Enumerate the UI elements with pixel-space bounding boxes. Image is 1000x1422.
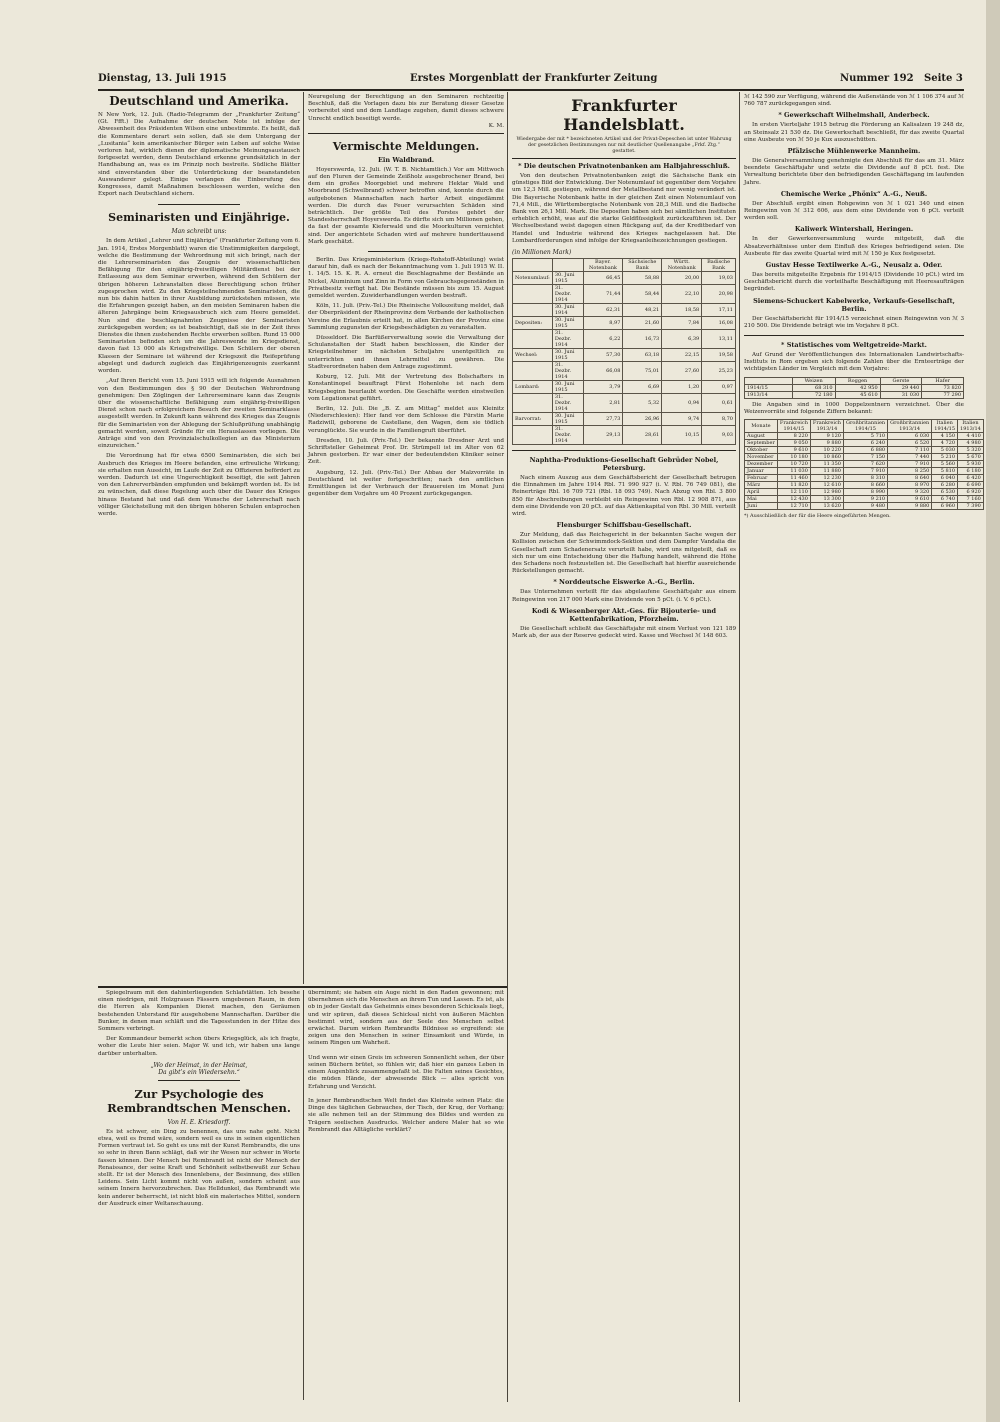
table-cell: 27,73 (583, 413, 623, 426)
table-cell: 11 820 (777, 482, 810, 489)
feuilleton-text-top: Spiegelraum mit den dahinterliegenden Schlafstätten. Ich besehe einen niedrigen, mit Holzgrauen Fässern umgebenen Raum, in dem die Herren als Kompanien Dienst machen, den Geräumen bestehenden Unterstand für ausgehobene Mannschaften. Darüber die Bunker, in denen man schläft und die Tagesstunden in der Hitze des Sommers verbringt. (98, 990, 300, 1033)
table-cell: 13,11 (702, 330, 736, 349)
vorrat-row (745, 447, 984, 454)
notenbank-row (513, 362, 736, 381)
section-title-handelsblatt: Frankfurter Handelsblatt. (563, 96, 685, 134)
table-cell: Barvorrat: (513, 413, 553, 426)
table-cell: Oktober (745, 447, 778, 454)
feuilleton-author: Von H. E. Kriesdorff. (167, 1118, 231, 1126)
table-cell: 5,32 (623, 394, 662, 413)
table-cell: 9,03 (702, 426, 736, 445)
column-2 (308, 92, 504, 984)
table-cell: 6 040 (932, 475, 958, 482)
table-header-cell: Italien 1913/14 (958, 420, 984, 433)
feuilleton-rule (98, 986, 507, 988)
table-cell: 7 150 (843, 454, 887, 461)
notenbank-row (513, 394, 736, 413)
table-cell: 5 930 (958, 461, 984, 468)
table-cell: 7 390 (958, 503, 984, 510)
table-cell: 30. Juni 1915 (552, 317, 583, 330)
table-cell: 10 220 (810, 447, 843, 454)
article-body-privatnotenbanken: Von den deutschen Privatnotenbanken zeigt die Sächsische Bank ein günstiges Bild der Entwicklung. Der Notenumlauf ist gegenüber dem Vorjahre um 12,3 Mill. gestiegen, während der Metallbestand nur wenig verändert ist. Die Bayerische Notenbank hatte in der gleichen Zeit einen Notenumlauf von 71,4 Mill., die Württembergische Notenbank von 28,3 Mill. und die Badische Bank von 26,1 Mill. Mark. Die Depositen haben sich bei sämtlichen Instituten erheblich erhöht, was auf die starke Geldflüssigkeit zurückzuführen ist. Der Wechselbestand weist dagegen einen Rückgang auf, da der Kreditbedarf von Handel und Industrie während des Krieges nachgelassen hat. Die Lombardforderungen sind infolge der Kriegsanleihezeichnungen gestiegen. (512, 173, 736, 244)
table-cell: 11 460 (777, 475, 810, 482)
table-cell: Mai (745, 496, 778, 503)
table-cell: 30. Juni 1914 (552, 304, 583, 317)
article-title-flensburger: Flensburger Schiffsbau-Gesellschaft. (556, 521, 692, 530)
vorrat-row (745, 461, 984, 468)
article-body-weltgetreide-2: Die Angaben sind in 1000 Doppelzentnern verzeichnet. Über die Weizenvorräte sind folgende Ziffern bekannt: (744, 401, 964, 415)
table-cell (513, 330, 553, 349)
table-cell (513, 285, 553, 304)
table-cell: 5 210 (932, 454, 958, 461)
vorrat-row (745, 454, 984, 461)
table-cell: 4 410 (958, 433, 984, 440)
weizen-vorraete-table (744, 419, 984, 510)
table-cell: 5 030 (932, 447, 958, 454)
table-cell: 66,45 (583, 272, 623, 285)
table-cell: 8 990 (843, 489, 887, 496)
table-cell: 5 710 (843, 433, 887, 440)
table-header-cell: Bayer. Notenbank (583, 259, 623, 272)
article-title-muehlenwerke: Pfälzische Mühlenwerke Mannheim. (787, 147, 921, 156)
table-cell: 7 110 (888, 447, 932, 454)
table-header-cell (745, 377, 793, 384)
article-body-textilwerke: Das bereits mitgeteilte Ergebnis für 1914/15 (Dividende 10 pCt.) wird im Geschäftsbericht durch die vorteilhafte Beschäftigung mit Heeresaufträgen begründet. (744, 272, 964, 293)
table-cell: 1913/14 (745, 391, 793, 398)
table-cell: 25,23 (702, 362, 736, 381)
table-cell: 4 720 (932, 440, 958, 447)
reprint-note: Wiedergabe der mit * bezeichneten Artikel und der Privat-Depeschen ist unter Wahrung der gesetzlichen Bestimmungen nur mit deutlicher Quellenangabe „Frkf. Ztg.“ gestattet. (516, 137, 732, 154)
table-header-cell: Hafer (922, 377, 964, 384)
table-cell: 29 440 (880, 384, 922, 391)
table-header-cell: Italien 1914/15 (932, 420, 958, 433)
article-body-siemens: Der Geschäftsbericht für 1914/15 verzeichnet einen Reingewinn von ℳ 3 210 500. Die Dividende beträgt wie im Vorjahre 8 pCt. (744, 315, 964, 329)
table-cell: August (745, 433, 778, 440)
article-body-weltgetreide: Auf Grund der Veröffentlichungen des Internationalen Landwirtschafts-Instituts in Rom ergeben sich folgende Zahlen über die Ernteerträge der wichtigsten Länder im Vergleich mit dem Vorjahre: (744, 352, 964, 373)
table-cell: April (745, 489, 778, 496)
table-cell: 8 660 (843, 482, 887, 489)
column-1 (98, 92, 300, 984)
table-cell: Juni (745, 503, 778, 510)
table-cell: 6 740 (932, 496, 958, 503)
divider (512, 158, 736, 159)
table-header-cell: Württ. Notenbank (662, 259, 702, 272)
article-body-muehlenwerke: Die Generalversammlung genehmigte den Abschluß für das am 31. März beendete Geschäftsjahr und setzte die Dividende auf 8 pCt. fest. Die Verwaltung berichtete über den befriedigenden Geschäftsgang im laufenden Jahre. (744, 158, 964, 186)
table-cell: 6 880 (843, 447, 887, 454)
notenbank-row (513, 426, 736, 445)
article-body-seminaristen-3: Die Verordnung hat für etwa 6500 Seminaristen, die sich bei Ausbruch des Krieges im Heere befanden, eine erfreuliche Wirkung; sie erhalten nun Aussicht, im Laufe der Zeit zu Offizieren befördert zu werden. Dadurch ist eine Ungerechtigkeit beseitigt, die seit Jahren von den Lehrerverbänden empfunden und bekämpft worden ist. Es ist zu wünschen, daß diese Regelung auch über die Dauer des Krieges hinaus Bestand hat und daß dem Wunsche der Lehrerschaft nach völliger Gleichstellung mit den übrigen höheren Schulen entsprochen werde. (98, 453, 300, 517)
table-cell: September (745, 440, 778, 447)
page-edge (986, 0, 1000, 1422)
table-cell: 9 480 (843, 503, 887, 510)
table-cell: 6 530 (932, 489, 958, 496)
page-number: Seite 3 (924, 73, 963, 84)
news-augsburg: Augsburg, 12. Juli. (Priv.-Tel.) Der Abbau der Malzvorräte in Deutschland ist weiter fortgeschritten; nach den amtlichen Ermittlungen ist der Verbrauch der Brauereien im Monat Juni gegenüber dem Vorjahre um 40 Prozent zurückgegangen. (308, 469, 504, 498)
table-cell: 9 120 (810, 433, 843, 440)
table-cell: 6,69 (623, 381, 662, 394)
issue-number: Nummer 192 (840, 73, 914, 84)
table-cell: 12 230 (810, 475, 843, 482)
table-header-cell (552, 259, 583, 272)
feuilleton-title: Zur Psychologie des Rembrandtschen Menschen. (107, 1086, 291, 1115)
feuilleton-column-2 (308, 990, 504, 1400)
table-cell: 6,39 (662, 330, 702, 349)
table-cell: 10 180 (777, 454, 810, 461)
table-cell: Januar (745, 468, 778, 475)
column-3-handelsblatt (512, 92, 736, 1402)
table-cell: 5 810 (932, 468, 958, 475)
table-cell (513, 304, 553, 317)
divider (158, 1080, 240, 1081)
news-berlin-kriegsministerium: Berlin. Das Kriegsministerium (Kriegs-Rohstoff-Abteilung) weist darauf hin, daß es nach der Bekanntmachung vom 1. Juli 1915 W. II. 1. 14/5. 15. K. R. A. erneut die Beschlagnahme der Bestände an Nickel, Aluminium und Zinn in Form von Gebrauchsgegenständen in Privatbesitz verfügt hat. Die Bestände müssen bis zum 15. August gemeldet werden. Zuwiderhandlungen werden bestraft. (308, 257, 504, 300)
table-header-cell: Badische Bank (702, 259, 736, 272)
table-cell: 6 030 (888, 433, 932, 440)
article-end-top: ℳ 142 590 zur Verfügung, während die Außenstände von ℳ 1 106 374 auf ℳ 760 787 zurückgegangen sind. (744, 94, 964, 108)
table-cell: 10,15 (662, 426, 702, 445)
table-cell: 31. Dezbr. 1914 (552, 330, 583, 349)
article-intro: Man schreibt uns: (171, 228, 227, 236)
table-cell: 22,10 (662, 285, 702, 304)
table-cell: 31 030 (880, 391, 922, 398)
feuilleton-text-mid: Der Kommandeur bemerkt schon übers Kriegsglück, als ich fragte, woher die Leute hier seien. Major W. und ich, wir haben uns lange darüber unterhalten. (98, 1036, 300, 1057)
table-header-cell: Frankreich 1914/15 (777, 420, 810, 433)
feuilleton-body-1: Es ist schwer, ein Ding zu benennen, das uns nahe geht. Nicht etwa, weil es fremd wäre, sondern weil es uns in seinen eigentlichen Formen vertraut ist. So geht es uns mit der Kunst Rembrandts, die uns so sehr in ihren Bann schlägt, daß wir ihr Wesen nur schwer in Worte fassen können. Der Mensch bei Rembrandt ist nicht der Mensch der Renaissance, der seine Kraft und Schönheit selbstbewußt zur Schau stellt. Er ist der Mensch des Innenlebens, der Besinnung, des stillen Leidens. Sein Licht kommt nicht von außen, sondern scheint aus seinem Innern hervorzubrechen. Das Helldunkel, das Rembrandt wie kein anderer beherrscht, ist nicht bloß ein malerisches Mittel, sondern der Ausdruck einer Weltanschauung. (98, 1128, 300, 1207)
notenbank-row (513, 285, 736, 304)
article-title-wilhelmshall: * Gewerkschaft Wilhelmshall, Anderbeck. (778, 111, 930, 120)
table-cell: 9 210 (843, 496, 887, 503)
vorrat-row (745, 489, 984, 496)
column-4 (744, 92, 981, 1402)
article-body-nobel: Nach einem Auszug aus dem Geschäftsbericht der Gesellschaft betrugen die Einnahmen im Jahre 1914 Rbl. 71 990 927 (i. V. Rbl. 76 749 081), die Reinerträge Rbl. 16 709 721 (Rbl. 18 093 749). Nach Abzug von Rbl. 3 800 850 für Abschreibungen verbleibt ein Reingewinn von Rbl. 12 908 871, aus dem eine Dividende von 20 pCt. auf das Aktienkapital von Rbl. 30 Mill. verteilt wird. (512, 475, 736, 518)
table-cell: 30. Juni 1915 (552, 381, 583, 394)
table-cell: 4 150 (932, 433, 958, 440)
table-header-cell: Monate (745, 420, 778, 433)
table-cell: 0,97 (702, 381, 736, 394)
table-cell: 8 970 (888, 482, 932, 489)
table-cell: 58,88 (623, 272, 662, 285)
table-cell: 18,58 (662, 304, 702, 317)
table-cell: Notenumlauf: (513, 272, 553, 285)
feuilleton-quote: „Wo der Heimat, in der Heimat, Da gibt’s ein Wiedersehn.“ (150, 1061, 248, 1076)
table-cell: 7,84 (662, 317, 702, 330)
table-header-cell: Roggen (835, 377, 880, 384)
header-rule (98, 89, 964, 91)
table-cell: 1914/15 (745, 384, 793, 391)
table-cell: März (745, 482, 778, 489)
article-title-deutschland-amerika: Deutschland und Amerika. (109, 94, 289, 108)
table-cell: 21,60 (623, 317, 662, 330)
table-cell: 17,11 (702, 304, 736, 317)
table-cell: 72 180 (792, 391, 835, 398)
article-body-deutschland-amerika: N New York, 12. Juli. (Radio-Telegramm der „Frankfurter Zeitung“ (Gt. Ffft.) Die Aufnahme der deutschen Note ist infolge der Abwesenheit des Präsidenten Wilson eine unbestimmte. Es heißt, daß die Kommentare derart sein sollen, daß sie dem Untergang der „Lusitania“ kein amerikanischer Bürger sein Leben auf solche Weise verloren hat, wirklich dienen der diplomatische Meinungsaustausch fortgesetzt werden, denn Deutschland erkenne grundsätzlich in der Handhabung an, was es im Prinzip noch bestreite. Südliche Blätter sind einverstanden über die Unterdrückung der beanstandeten Auswanderer gelegt. Einige verlangen die Einberufung des Kongresses, damit Maßnahmen beschlossen werden, welche den Export nach Deutschland sichern. (98, 112, 300, 198)
article-title-weltgetreide: * Statistisches vom Weltgetreide-Markt. (781, 341, 927, 350)
table-cell: 20,98 (702, 285, 736, 304)
table-cell (513, 426, 553, 445)
table-cell: 30. Juni 1915 (552, 349, 583, 362)
table-cell: 9 880 (810, 440, 843, 447)
table-cell: 7 440 (888, 454, 932, 461)
table-cell: 11 030 (777, 468, 810, 475)
table-cell: 27,60 (662, 362, 702, 381)
table-cell: 77 290 (922, 391, 964, 398)
table-cell: 57,30 (583, 349, 623, 362)
table-header-cell: Sächsische Bank (623, 259, 662, 272)
table-cell: 31. Dezbr. 1914 (552, 362, 583, 381)
table-cell: 9 050 (777, 440, 810, 447)
table-cell: 7 910 (888, 461, 932, 468)
table-cell: 6,22 (583, 330, 623, 349)
table-cell: 31. Dezbr. 1914 (552, 394, 583, 413)
table-cell: 7 160 (958, 496, 984, 503)
table-cell: 12 980 (810, 489, 843, 496)
notenbanken-table (512, 258, 736, 445)
table-cell: 9 880 (888, 503, 932, 510)
table-cell: 12 110 (777, 489, 810, 496)
table-cell: 28,61 (623, 426, 662, 445)
column-rule (303, 990, 304, 1400)
table-cell: November (745, 454, 778, 461)
table-cell: 12 710 (777, 503, 810, 510)
table-cell: 16,08 (702, 317, 736, 330)
table-cell: Depositen: (513, 317, 553, 330)
table-cell: 0,61 (702, 394, 736, 413)
vorrat-row (745, 496, 984, 503)
notenbank-row (513, 330, 736, 349)
table-cell (513, 362, 553, 381)
table-cell: 73 820 (922, 384, 964, 391)
table-header-cell: Gerste (880, 377, 922, 384)
table-cell: 9,74 (662, 413, 702, 426)
column-rule (507, 92, 508, 1402)
notenbank-row (513, 349, 736, 362)
divider (308, 133, 504, 134)
table-header-cell: Weizen (792, 377, 835, 384)
article-title-siemens: Siemens-Schuckert Kabelwerke, Verkaufs-Gesellschaft, Berlin. (753, 296, 955, 313)
article-title-phoenix: Chemische Werke „Phönix“ A.-G., Neuß. (780, 189, 928, 198)
article-body-phoenix: Der Abschluß ergibt einen Rohgewinn von ℳ 1 021 340 und einen Reingewinn von ℳ 312 606, aus dem eine Dividende von 6 pCt. verteilt werden soll. (744, 200, 964, 222)
table-caption: (in Millionen Mark) (512, 249, 572, 257)
article-title-kodi-wiesenberger: Kodi & Wiesenberger Akt.-Ges. für Bijouterie- und Kettenfabrikation, Pforzheim. (531, 606, 717, 623)
article-body-wintershall: In der Gewerkenversammlung wurde mitgeteilt, daß die Absatzverhältnisse unter dem Einfluß des Krieges befriedigend seien. Die Ausbeute für das zweite Quartal wird mit ℳ 150 je Kux festgesetzt. (744, 236, 964, 257)
table-cell: 16,73 (623, 330, 662, 349)
table-cell: 4 980 (958, 440, 984, 447)
table-cell: 5 560 (932, 461, 958, 468)
article-body-wilhelmshall: In ersten Vierteljahr 1915 betrug die Förderung an Kalisalzen 19 248 dz, an Steinsalz 21 530 dz. Die Gewerkschaft beschließt, für das zweite Quartal eine Ausbeute von ℳ 50 je Kux auszuschütten. (744, 122, 964, 143)
article-title-wintershall: Kaliwerk Wintershall, Heringen. (794, 225, 914, 234)
table-cell: 30. Juni 1915 (552, 413, 583, 426)
table-cell: 6 690 (958, 482, 984, 489)
table-footnote: *) Ausschließlich der für die Heere eingeführten Mengen. (744, 513, 891, 520)
article-title-nobel: Naphtha-Produktions-Gesellschaft Gebrüder Nobel, Petersburg. (529, 456, 719, 473)
article-title-textilwerke: Gustav Hesse Textilwerke A.-G., Neusalz a. Oder. (765, 261, 943, 270)
subsection-title-waldbrand: Ein Waldbrand. (377, 155, 435, 164)
news-dresden: Dresden, 10. Juli. (Priv.-Tel.) Der bekannte Dresdner Arzt und Schriftsteller Geheimrat Prof. Dr. Strümpell ist im Alter von 62 Jahren gestorben. Er war einer der bedeutendsten Kliniker seiner Zeit. (308, 437, 504, 466)
article-body-flensburger: Zur Meldung, daß das Reichsgericht in der bekannten Sache wegen der Kollision zwischen der Schwimmdock-Sektion und dem Dampfer Vandalia die Gesellschaft zum Schadenersatz verurteilt habe, wird uns mitgeteilt, daß es sich nur um eine Entscheidung über die Haftung handelt, während die Höhe des Schadens noch festzustellen ist. Die Gesellschaft hat hierfür ausreichende Rückstellungen gemacht. (512, 532, 736, 575)
table-cell: 2,81 (583, 394, 623, 413)
table-cell: 29,13 (583, 426, 623, 445)
table-cell: 13 620 (810, 503, 843, 510)
table-cell: 30. Juni 1915 (552, 272, 583, 285)
article-body-eiswerke: Das Unternehmen verteilt für das abgelaufene Geschäftsjahr aus einem Reingewinn von 217 000 Mark eine Dividende von 5 pCt. (i. V. 6 pCt.). (512, 589, 736, 603)
table-cell: 6 280 (932, 482, 958, 489)
table-cell: 0,94 (662, 394, 702, 413)
table-cell: 8 250 (888, 468, 932, 475)
table-cell: Wechsel: (513, 349, 553, 362)
news-duesseldorf: Düsseldorf. Die Barfüßerverwaltung sowie die Verwaltung der Schulanstalten der Stadt haben beschlossen, die Kinder der Kriegsteilnehmer im nächsten Schuljahre unentgeltlich zu unterrichten und ihnen Lehrmittel zu gewähren. Die Stadtverordneten haben dem Antrage zugestimmt. (308, 335, 504, 370)
table-cell: 11 880 (810, 468, 843, 475)
table-cell: 5 320 (958, 447, 984, 454)
table-header-cell: Großbritannien 1914/15 (843, 420, 887, 433)
ernte-row (745, 391, 964, 398)
table-cell: 6 180 (958, 468, 984, 475)
table-cell: 8,70 (702, 413, 736, 426)
vorrat-row (745, 482, 984, 489)
notenbank-row (513, 272, 736, 285)
notenbank-row (513, 304, 736, 317)
notenbank-row (513, 381, 736, 394)
table-cell: 8,97 (583, 317, 623, 330)
table-cell: 68 310 (792, 384, 835, 391)
article-title-seminaristen: Seminaristen und Einjährige. (108, 211, 290, 225)
table-cell: 42 950 (835, 384, 880, 391)
table-header-cell (513, 259, 553, 272)
table-cell: 9 610 (777, 447, 810, 454)
vorrat-row (745, 468, 984, 475)
issue-date: Dienstag, 13. Juli 1915 (98, 73, 227, 84)
table-cell: 58,44 (623, 285, 662, 304)
table-cell: 45 610 (835, 391, 880, 398)
table-cell: 9 320 (888, 489, 932, 496)
table-cell: 10 720 (777, 461, 810, 468)
vorrat-row (745, 503, 984, 510)
article-title-eiswerke: * Norddeutsche Eiswerke A.-G., Berlin. (553, 578, 695, 587)
table-cell: 6 240 (843, 440, 887, 447)
news-koburg: Koburg, 12. Juli. Mit der Vertretung des Bolschafters in Konstantinopel beauftragt Fürst Hohenlohe ist nach dem Kriegsbeginn beurlaubt worden. Die Geschäfte werden einstweilen vom Legationsrat geführt. (308, 374, 504, 402)
table-cell: 5 670 (958, 454, 984, 461)
section-title-vermischte: Vermischte Meldungen. (332, 139, 480, 153)
table-cell: 19,58 (702, 349, 736, 362)
divider (158, 204, 240, 205)
news-koeln: Köln, 11. Juli. (Priv.-Tel.) Die Rheinische Volkszeitung meldet, daß der Oberpräsident der Rheinprovinz dem Verbande der katholischen Vereine die Erlaubnis erteilt hat, in allen Kirchen der Provinz eine Sammlung zugunsten der Kriegsbeschädigten zu veranstalten. (308, 303, 504, 331)
table-cell: 7 620 (843, 461, 887, 468)
vorrat-row (745, 433, 984, 440)
table-cell: 11 350 (810, 461, 843, 468)
table-header-cell: Großbritannien 1913/14 (888, 420, 932, 433)
table-cell: 20,00 (662, 272, 702, 285)
divider (512, 450, 736, 451)
article-body-seminaristen-2: „Auf Ihren Bericht vom 15. Juni 1915 will ich folgende Ausnahmen von den Bestimmungen des § 90 der Deutschen Wehrordnung genehmigen: Den Zöglingen der Lehrerseminare kann das Zeugnis über die wissenschaftliche Befähigung zum einjährig-freiwilligen Dienst schon nach erfolgreichem Besuch der zweiten Seminarklasse ausgestellt werden. In Zukunft kann während des Krieges das Zeugnis für die Seminaristen von der Ablegung der Schlußprüfung unabhängig gemacht werden, soweit Gründe für ein Herauslassen vorliegen. Die Anträge sind von den Provinzialschulkollegien an das Ministerium einzureichen.“ (98, 378, 300, 450)
notenbank-row (513, 317, 736, 330)
table-cell: Lombard: (513, 381, 553, 394)
table-cell: 8 220 (777, 433, 810, 440)
divider (744, 335, 964, 336)
article-title-privatnotenbanken: * Die deutschen Privatnotenbanken am Halbjahresschluß. (518, 162, 730, 170)
table-cell: 10 860 (810, 454, 843, 461)
table-cell: 8 640 (888, 475, 932, 482)
vorrat-row (745, 475, 984, 482)
column-rule (303, 92, 304, 984)
table-cell: 31. Dezbr. 1914 (552, 426, 583, 445)
table-cell: Dezember (745, 461, 778, 468)
table-cell: 13 300 (810, 496, 843, 503)
table-cell: 6 420 (958, 475, 984, 482)
article-end-seminaristen: Neuregelung der Berechtigung an den Seminaren rechtzeitig Beschluß, daß die Vorlagen dazu bis zur Beratung dieser Gesetze vorbereitet sind und dem Landtage zugehen, damit dieses schwere Unrecht endlich beseitigt werde. (308, 94, 504, 122)
table-cell: 26,96 (623, 413, 662, 426)
feuilleton-body-2: übernimmt; sie haben ein Auge nicht in den Raden gewonnen; mit übernehmen sich die Menschen an ihrem Tun und Lassen. Es ist, als ob in jeder Gestalt das Geheimnis eines besonderen Schicksals liegt, und wir spüren, daß dieses Schicksal nicht von äußeren Mächten bestimmt wird, sondern aus der Seele des Menschen selbst erwächst. Darum wirken Rembrandts Bildnisse so ergreifend: sie zeigen uns den Menschen in seiner Einsamkeit und Würde, in seinem Ringen um Wahrheit. Und wenn wir einen Greis im schweren Sonnenlicht sehen, der über seinen Büchern brütet, so fühlen wir, daß hier ein ganzes Leben in einem Augenblick zusammengefaßt ist. Die Falten seines Gesichtes, die müden Hände, der abwesende Blick — alles spricht von Erfahrung und Verzicht. In jener Rembrandtschen Welt findet das Kleinste seinen Platz: die Dinge des täglichen Gebrauches, der Tisch, der Krug, der Vorhang; sie alle nehmen teil an der Stimmung des Bildes und werden zu Trägern seelischen Ausdrucks. Welcher andere Maler hat so wie Rembrandt das Alltägliche verklärt? (308, 990, 504, 1133)
table-cell: 31. Dezbr. 1914 (552, 285, 583, 304)
author-sign: K. M. (488, 122, 504, 129)
page-header (98, 73, 964, 89)
table-header-cell: Frankreich 1913/14 (810, 420, 843, 433)
vorrat-row (745, 440, 984, 447)
table-cell: 22,15 (662, 349, 702, 362)
article-body-seminaristen-1: In dem Artikel „Lehrer und Einjährige“ (Frankfurter Zeitung vom 6. Jan. 1914, Erstes Morgenblatt) waren die Unstimmigkeiten dargelegt, welche die Bestimmung der Wehrordnung mit sich bringt, nach der die Lehrerseminaristen das Zeugnis der wissenschaftlichen Befähigung für den einjährig-freiwilligen Militärdienst bei der Entlassung aus dem Seminar erwerben, während den Schülern der übrigen höheren Lehranstalten diese Berechtigung schon früher zugesprochen wird. Zu den Kriegsteilnehmenden Seminaristen, die nun bis dahin hatten in ihrer Ausbildung zurückstehen müssen, wie die Erfahrungen gezeigt haben, an den meisten Seminaren haben die älteren Jahrgänge beim Kriegsausbruch sich zum Heere gemeldet. Nun sind die beschlagnahmten Zeugnisse der Seminaristen zurückgegeben worden; es ist beabsichtigt, daß sie in der Zeit ihres Dienstes die ihnen zustehenden Rechte erwerben sollten. Rund 15 000 Seminaristen befinden sich um die Jahreswende im Kriegsdienst, davon fast 13 000 als Kriegsfreiwillige. Den Schülern der oberen Klassen der Seminare ist während der Kriegszeit die Reifeprüfung abgelegt und dadurch zugleich das Einjährigenzeugnis zuerkannt worden. (98, 238, 300, 375)
table-cell: Februar (745, 475, 778, 482)
table-cell: 7 910 (843, 468, 887, 475)
column-rule (739, 92, 740, 1402)
table-cell: 1,20 (662, 381, 702, 394)
table-cell: 6 520 (888, 440, 932, 447)
news-waldbrand: Hoyerswerda, 12. Juli. (W. T. B. Nichtamtlich.) Vor am Mittwoch auf den Fluren der Gemeinde Zeißholz ausgebrochener Brand, bei dem ein großes Moorgebiet und mehrere Hektar Wald und Moorbrand (Schwelbrand) schwer betroffen sind, konnte durch die aufgebotenen Mannschaften nach harter Arbeit eingedämmt werden. Die durch das Feuer verursachten Schäden sind beträchtlich. Der größte Teil des Forstes gehört der Standesherrschaft Hoyerswerda. Es dürfte sich um Millionen gehen, da fast der gesamte Kieferwald und die Moorkulturen vernichtet sind. Der angerichtete Schaden wird auf mehrere hunderttausend Mark geschätzt. (308, 166, 504, 245)
edition-title: Erstes Morgenblatt der Frankfurter Zeitung (410, 73, 658, 84)
table-cell: 12 610 (810, 482, 843, 489)
table-cell: 62,31 (583, 304, 623, 317)
table-cell: 63,18 (623, 349, 662, 362)
table-cell: 75,01 (623, 362, 662, 381)
divider (368, 251, 444, 252)
table-cell: 19,03 (702, 272, 736, 285)
notenbank-row (513, 413, 736, 426)
table-cell: 48,21 (623, 304, 662, 317)
table-cell: 8 310 (843, 475, 887, 482)
table-cell (513, 394, 553, 413)
table-cell: 6 920 (958, 489, 984, 496)
feuilleton-column-1 (98, 990, 300, 1400)
ernte-table (744, 377, 964, 399)
table-cell: 12 430 (777, 496, 810, 503)
table-cell: 3,79 (583, 381, 623, 394)
table-cell: 71,44 (583, 285, 623, 304)
ernte-row (745, 384, 964, 391)
article-body-kodi-wiesenberger: Die Gesellschaft schließt das Geschäftsjahr mit einem Verlust von 121 189 Mark ab, der aus der Reserve gedeckt wird. Kasse und Wechsel ℳ 148 603. (512, 625, 736, 640)
news-berlin-kleinitz: Berlin, 12. Juli. Die „B. Z. am Mittag“ meldet aus Kleinitz (Niederschlesien): Hier fand vor dem Schlosse die Fürstin Marie Radziwill, geborene de Castellane, den Wagen, dem sie tödlich verunglückte. Sie wurde in die Familiengruft überführt. (308, 405, 504, 434)
table-cell: 6 960 (932, 503, 958, 510)
table-cell: 66,08 (583, 362, 623, 381)
table-cell: 9 610 (888, 496, 932, 503)
